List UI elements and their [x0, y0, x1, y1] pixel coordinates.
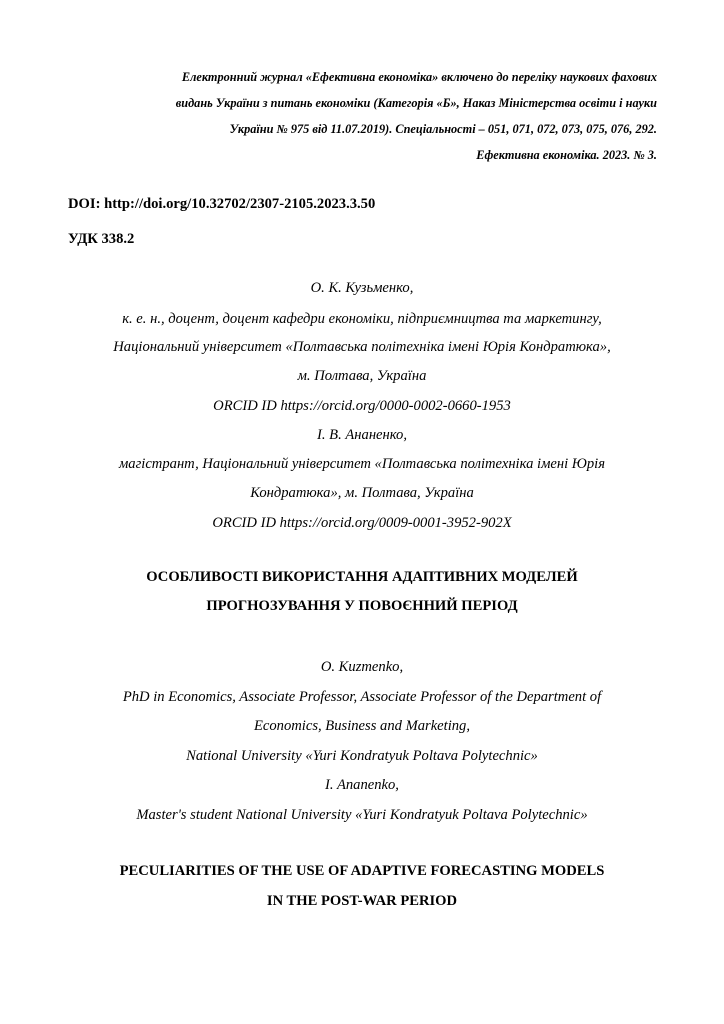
journal-notice-line: України № 975 від 11.07.2019). Спеціальності – 051, 071, 072, 073, 075, 076, 292.: [229, 122, 657, 136]
author-affiliation-line: к. е. н., доцент, доцент кафедри економіки, підприємництва та маркетингу,: [122, 311, 602, 327]
title-en-line: IN THE POST-WAR PERIOD: [266, 893, 458, 909]
author-affiliation-line: Master's student National University «Yuri Kondratyuk Poltava Polytechnic»: [136, 807, 588, 823]
author-affiliation-line: Національний університет «Полтавська політехніка імені Юрія Кондратюка»,: [113, 339, 611, 355]
author-affiliation-line: магістрант, Національний університет «Полтавська політехніка імені Юрія: [118, 456, 606, 472]
journal-notice-line: видань України з питань економіки (Категорія «Б», Наказ Міністерства освіти і науки: [175, 96, 657, 110]
title-en-line: PECULIARITIES OF THE USE OF ADAPTIVE FORECASTING MODELS: [119, 863, 605, 879]
author-affiliation-line: PhD in Economics, Associate Professor, Associate Professor of the Department of: [122, 689, 602, 705]
doi-line: DOI: http://doi.org/10.32702/2307-2105.2023.3.50: [68, 196, 376, 212]
udc-line: УДК 338.2: [68, 231, 135, 247]
title-ua-line: ПРОГНОЗУВАННЯ У ПОВОЄННИЙ ПЕРІОД: [206, 598, 518, 614]
title-ua-line: ОСОБЛИВОСТІ ВИКОРИСТАННЯ АДАПТИВНИХ МОДЕЛЕЙ: [146, 569, 578, 585]
author-affiliation-line: National University «Yuri Kondratyuk Poltava Polytechnic»: [186, 748, 538, 764]
author-orcid: ORCID ID https://orcid.org/0000-0002-0660-1953: [213, 398, 511, 414]
author-affiliation-line: Кондратюка», м. Полтава, Україна: [250, 485, 474, 501]
author-name: O. Kuzmenko,: [320, 659, 404, 675]
journal-notice-line: Електронний журнал «Ефективна економіка» включено до переліку наукових фахових: [181, 70, 657, 84]
author-name: О. К. Кузьменко,: [310, 280, 414, 296]
author-orcid: ORCID ID https://orcid.org/0009-0001-3952-902X: [212, 515, 512, 531]
journal-notice-line: Ефективна економіка. 2023. № 3.: [476, 148, 657, 162]
author-affiliation-line: Economics, Business and Marketing,: [253, 718, 471, 734]
author-affiliation-line: м. Полтава, Україна: [297, 368, 427, 384]
author-name: I. Ananenko,: [325, 777, 399, 793]
author-name: І. В. Ананенко,: [317, 427, 407, 443]
